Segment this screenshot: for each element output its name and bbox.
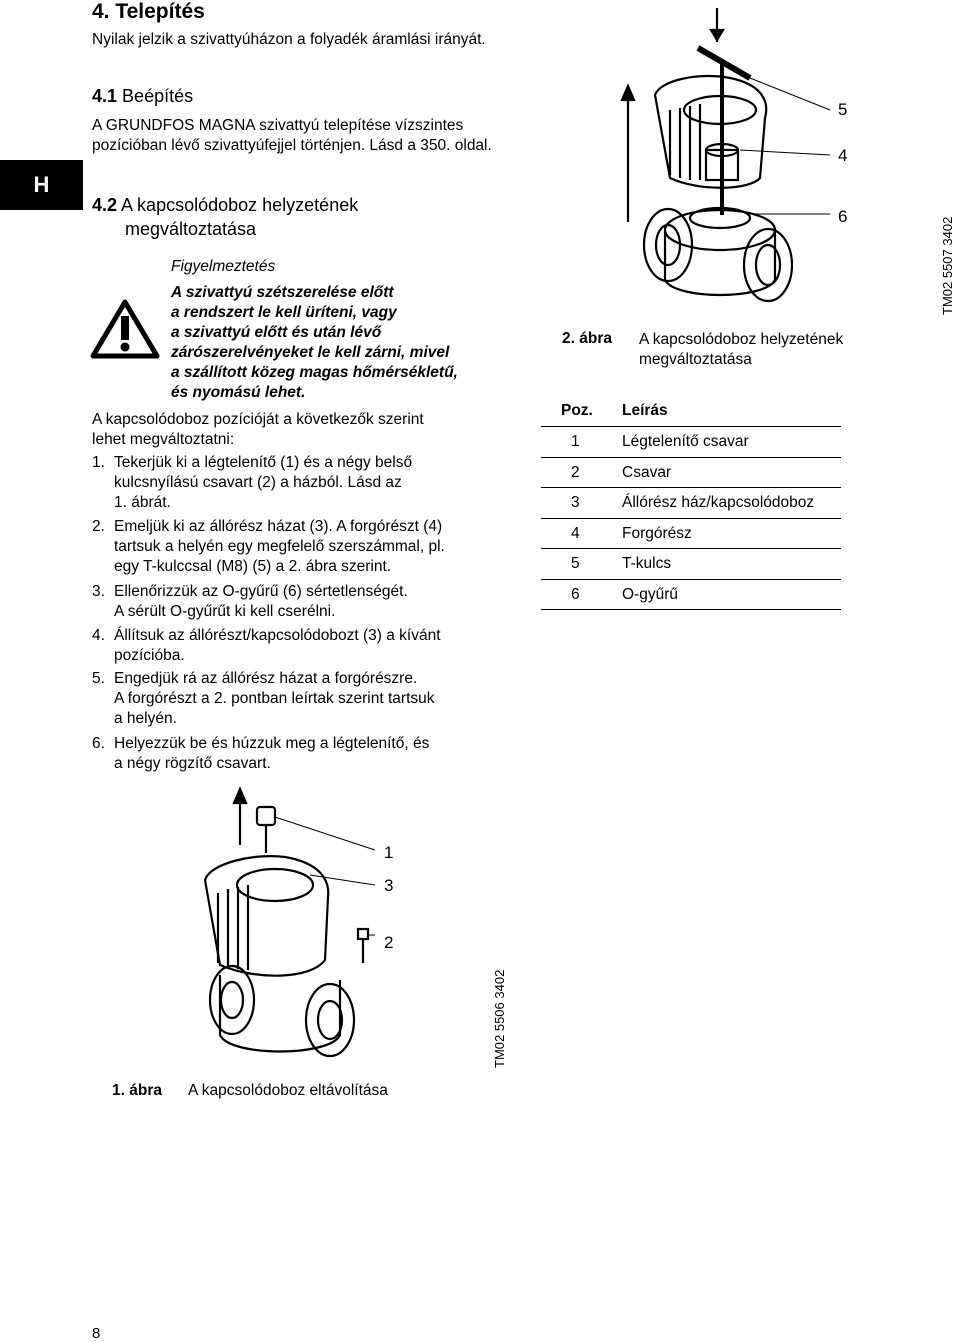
figure-2-drawing [600,0,900,330]
subsection-title-text: Beépítés [122,86,194,106]
table-row: 3 Állórész ház/kapcsolódoboz [541,488,841,519]
warning-title: Figyelmeztetés [171,258,276,275]
fig2-callout-6: 6 [838,207,848,226]
fig2-caption: A kapcsolódoboz helyzetének megváltoztatása [639,331,844,368]
subsection-4-1-text: A GRUNDFOS MAGNA szivattyú telepítése vízszintes pozícióban lévő szivattyúfejjel történjen. Lásd a 350. oldal. [92,117,492,154]
figure-1-drawing [160,785,440,1075]
procedure-lead: A kapcsolódoboz pozícióját a következők szerint lehet megváltoztatni: [92,411,424,448]
step-2: 2. Emeljük ki az állórész házat (3). A forgórészt (4) tartsuk a helyén egy megfelelő szerszámmal, pl. egy T-kulccsal (M8) (5) a 2. ábra szerint. [92,518,445,575]
fig1-caption: A kapcsolódoboz eltávolítása [188,1082,388,1099]
fig1-callout-1: 1 [384,843,394,862]
intro-text: Nyilak jelzik a szivattyúházon a folyadék áramlási irányát. [92,31,486,48]
warning-line: A szivattyú szétszerelése előtt [171,284,394,301]
warning-line: a rendszert le kell üríteni, vagy [171,304,397,321]
fig2-label: 2. ábra [562,330,612,347]
parts-table [541,396,841,610]
fig2-callout-4: 4 [838,146,848,165]
fig1-label: 1. ábra [112,1082,162,1099]
fig1-callout-2: 2 [384,933,394,952]
step-number: 5. [92,670,105,687]
header-desc: Leírás [622,402,668,419]
step-number: 1. [92,454,105,471]
subsection-title-text-2: megváltoztatása [125,219,257,239]
warning-triangle-icon [90,298,160,360]
fig1-code: TM02 5506 3402 [492,969,507,1068]
table-header [541,396,841,427]
section-title: 4. Telepítés [92,0,205,23]
subsection-number: 4.2 [92,195,118,215]
warning-line: és nyomású lehet. [171,384,306,401]
step-6: 6. Helyezzük be és húzzuk meg a légtelenítő, és a négy rögzítő csavart. [92,735,430,772]
fig1-callout-3: 3 [384,876,394,895]
warning-line: a szállított közeg magas hőmérsékletű, [171,364,458,381]
step-4: 4. Állítsuk az állórészt/kapcsolódobozt (3) a kívánt pozícióba. [92,627,441,664]
step-number: 4. [92,627,105,644]
warning-text [171,283,511,403]
warning-line: zárószerelvényeket le kell zárni, mivel [171,344,450,361]
subsection-number: 4.1 [92,86,118,106]
subsection-4-2-title [92,193,358,241]
step-5: 5. Engedjük rá az állórész házat a forgórészre. A forgórészt a 2. pontban leírtak szerint tartsuk a helyén. [92,670,435,727]
fig2-code: TM02 5507 3402 [940,216,955,315]
language-tab: H [0,160,83,210]
subsection-title-text: A kapcsolódoboz helyzetének [121,195,359,215]
step-number: 6. [92,735,105,752]
step-number: 2. [92,518,105,535]
warning-line: a szivattyú előtt és után lévő [171,324,382,341]
table-row: 5 T-kulcs [541,549,841,580]
fig2-callout-5: 5 [838,100,848,119]
step-number: 3. [92,583,105,600]
table-row: 2 Csavar [541,458,841,489]
table-row: 4 Forgórész [541,519,841,550]
subsection-4-1-title [92,86,193,107]
header-pos: Poz. [561,402,593,419]
step-3: 3. Ellenőrizzük az O-gyűrű (6) sértetlenségét. A sérült O-gyűrűt ki kell cserélni. [92,583,408,620]
table-row: 1 Légtelenítő csavar [541,427,841,458]
page-number: 8 [92,1325,101,1342]
step-1: 1. Tekerjük ki a légtelenítő (1) és a négy belső kulcsnyílású csavart (2) a házból. Lásd az 1. ábrát. [92,454,413,511]
table-row: 6 O-gyűrű [541,580,841,611]
